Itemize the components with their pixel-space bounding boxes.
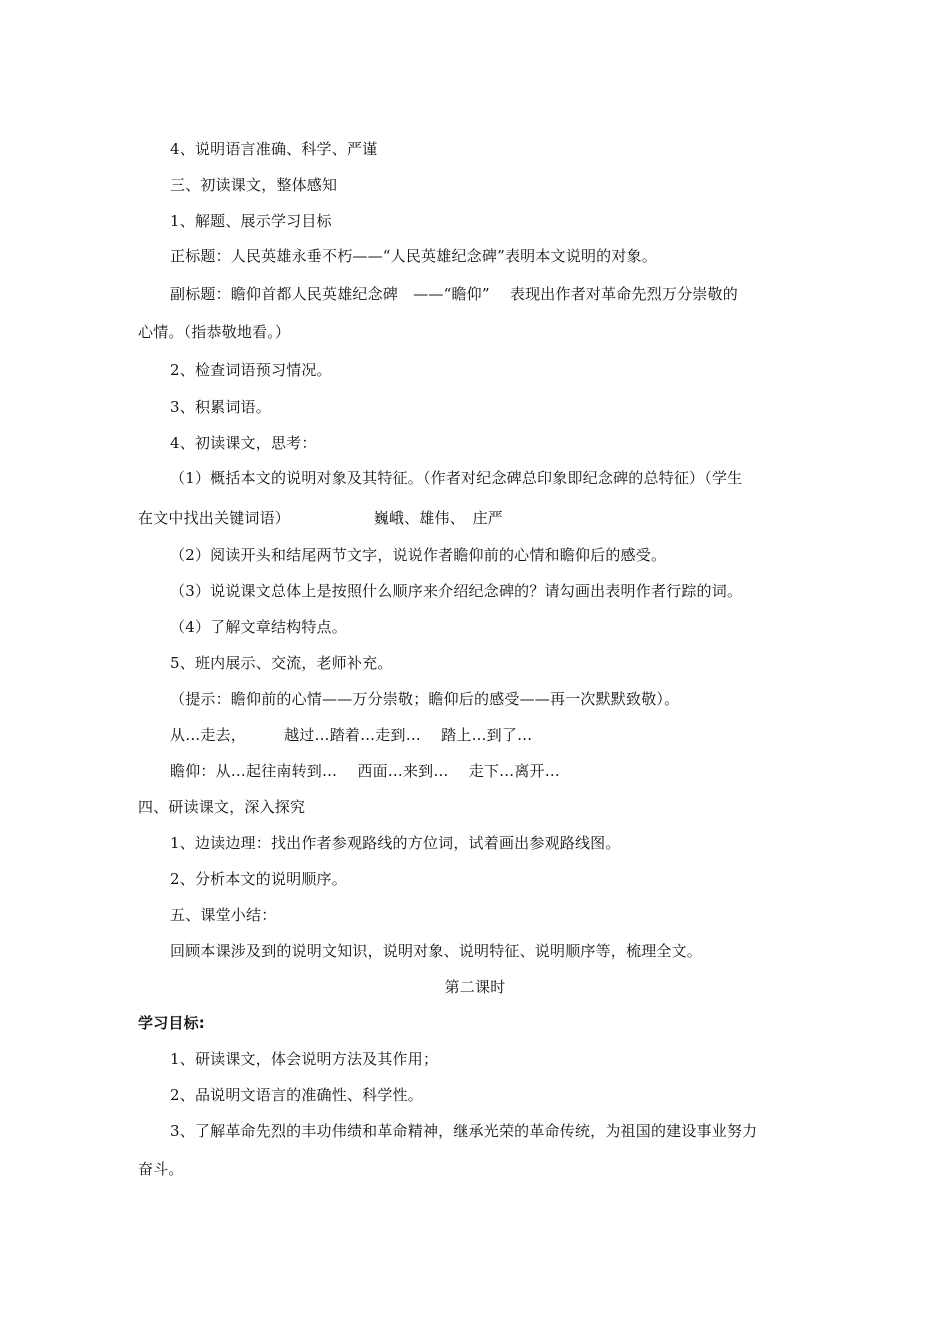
section-heading: 三、初读课文，整体感知 <box>170 176 338 194</box>
text-line: 副标题：瞻仰首都人民英雄纪念碑 ——“瞻仰” 表现出作者对革命先烈万分崇敬的 <box>170 285 738 303</box>
text-line: 奋斗。 <box>138 1160 184 1178</box>
text-line: （2）阅读开头和结尾两节文字，说说作者瞻仰前的心情和瞻仰后的感受。 <box>170 546 667 564</box>
text-line: 3、积累词语。 <box>170 398 271 416</box>
text-line: （3）说说课文总体上是按照什么顺序来介绍纪念碑的？请勾画出表明作者行踪的词。 <box>170 582 743 600</box>
text-line: 4、初读课文，思考： <box>170 434 317 452</box>
objectives-heading: 学习目标: <box>138 1014 205 1032</box>
lesson-title: 第二课时 <box>444 978 506 996</box>
text-line: 1、研读课文，体会说明方法及其作用； <box>170 1050 439 1068</box>
section-heading: 五、课堂小结： <box>170 906 277 924</box>
text-line: 从…走去， 越过…踏着…走到… 踏上…到了… <box>170 726 533 744</box>
text-line: 在文中找出关键词语） 巍峨、雄伟、 庄严 <box>138 509 504 527</box>
text-line: （1）概括本文的说明对象及其特征。（作者对纪念碑总印象即纪念碑的总特征）（学生 <box>170 469 743 487</box>
text-line: 1、边读边理：找出作者参观路线的方位词，试着画出参观路线图。 <box>170 834 621 852</box>
text-line: 2、品说明文语言的准确性、科学性。 <box>170 1086 423 1104</box>
text-line: 5、班内展示、交流，老师补充。 <box>170 654 393 672</box>
text-line: 瞻仰：从…起往南转到… 西面…来到… 走下…离开… <box>170 762 560 780</box>
text-line: 2、分析本文的说明顺序。 <box>170 870 347 888</box>
text-line: 3、了解革命先烈的丰功伟绩和革命精神，继承光荣的革命传统，为祖国的建设事业努力 <box>170 1122 758 1140</box>
text-line: 心情。（指恭敬地看。） <box>138 323 291 341</box>
text-line: 回顾本课涉及到的说明文知识，说明对象、说明特征、说明顺序等，梳理全文。 <box>170 942 703 960</box>
text-line: 2、检查词语预习情况。 <box>170 361 332 379</box>
section-heading: 四、研读课文，深入探究 <box>138 798 306 816</box>
text-line: （提示：瞻仰前的心情——万分崇敬；瞻仰后的感受——再一次默默致敬）。 <box>170 690 680 708</box>
text-line: （4）了解文章结构特点。 <box>170 618 347 636</box>
text-line: 4、说明语言准确、科学、严谨 <box>170 140 378 158</box>
text-line: 1、解题、展示学习目标 <box>170 212 332 230</box>
text-line: 正标题：人民英雄永垂不朽——“人民英雄纪念碑”表明本文说明的对象。 <box>170 247 657 265</box>
